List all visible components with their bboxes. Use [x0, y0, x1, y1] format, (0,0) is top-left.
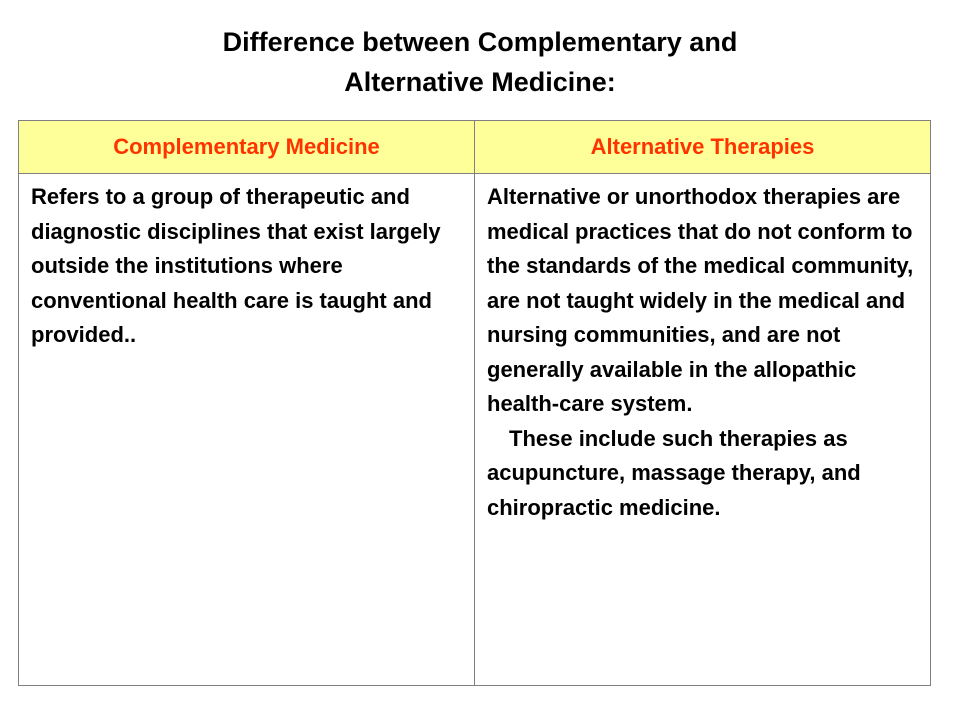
complementary-description: Refers to a group of therapeutic and diagnostic disciplines that exist largely outside the institutions where conventional health care is taught and provided.. [31, 184, 441, 347]
header-complementary-medicine: Complementary Medicine [19, 121, 475, 174]
alternative-examples: These include such therapies as acupuncture, massage therapy, and chiropractic medicine. [487, 425, 861, 520]
alternative-description-cell [475, 174, 931, 686]
table-row [19, 174, 931, 686]
comparison-table [18, 120, 931, 686]
header-alternative-therapies: Alternative Therapies [475, 121, 931, 174]
title-line-1: Difference between Complementary and [222, 27, 738, 57]
title-line-2: Alternative Medicine: [344, 67, 616, 97]
complementary-description-cell [19, 174, 475, 686]
table-header-row [19, 121, 931, 174]
alternative-description: Alternative or unorthodox therapies are medical practices that do not conform to the standards of the medical community, are not taught widely in the medical and nursing communities, and are not generally available in the allopathic health-care system. [487, 184, 914, 416]
slide-title [0, 22, 960, 102]
